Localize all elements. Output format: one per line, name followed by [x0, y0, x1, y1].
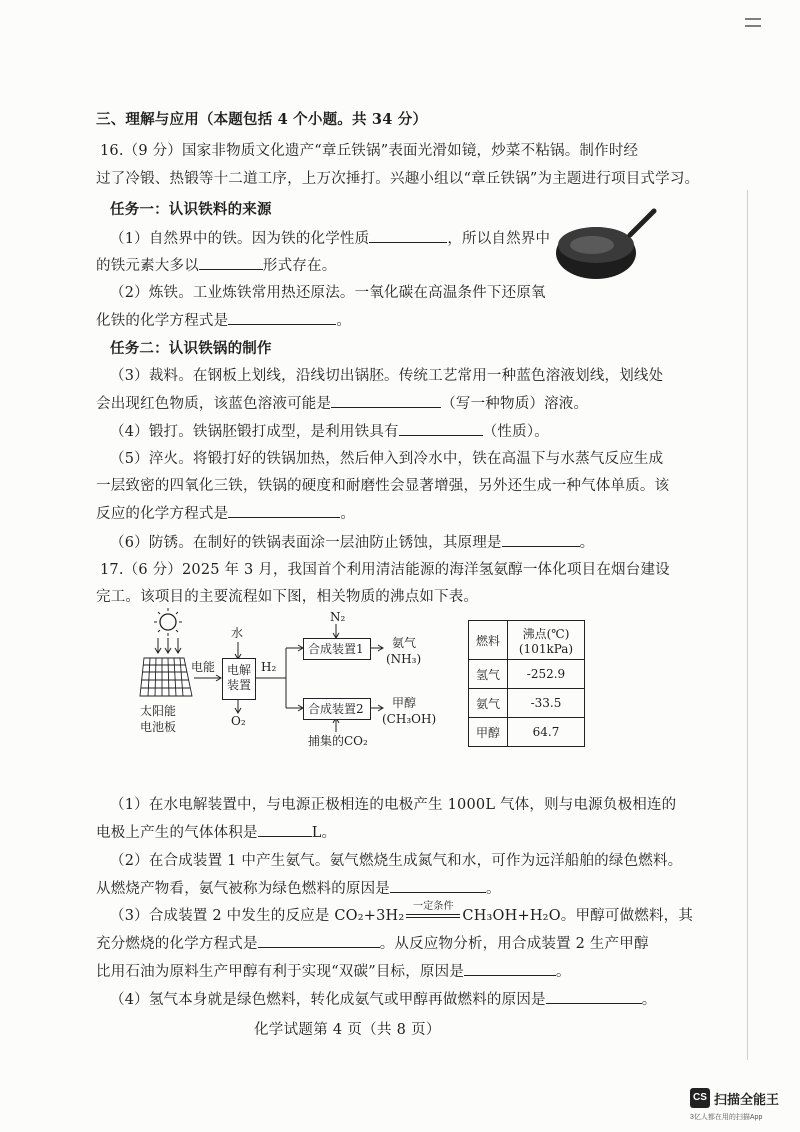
q17-line2: 完工。该项目的主要流程如下图，相关物质的沸点如下表。 [96, 589, 479, 605]
q16-p3-text-b: 会出现红色物质，该蓝色溶液可能是 [96, 396, 332, 412]
answer-blank-7[interactable] [502, 532, 580, 547]
q17-s1-text-b: 电极上产生的气体体积是 [96, 825, 258, 841]
q16-line2: 过了冷锻、热锻等十二道工序，上万次捶打。兴趣小组以“章丘铁锅”为主题进行项目式学习。 [96, 171, 700, 187]
label-panel-1: 太阳能 [140, 704, 177, 718]
header-bp-line2: (101kPa) [518, 641, 574, 656]
q16-p4-text-a: （4）锻打。铁锅胚锻打成型，是利用铁具有 [110, 424, 399, 440]
q16-p4 [110, 421, 549, 442]
q17-s4-text-a: （4）氢气本身就是绿色燃料，转化成氨气或甲醇再做燃料的原因是 [110, 992, 546, 1008]
q17-s3-text-a: （3）合成装置 2 中发生的反应是 CO₂+3H₂ [110, 908, 405, 924]
q17-s4-text-b: 。 [641, 992, 657, 1008]
label-ammonia: 氨气 [392, 636, 417, 650]
q17-s3-line3 [96, 961, 571, 982]
answer-blank-10[interactable] [258, 933, 380, 948]
table-cell-fuel: 甲醇 [469, 718, 508, 747]
table-header-bp [508, 621, 585, 660]
q17-s3-text-d: 。从反应物分析，用合成装置 2 生产甲醇 [379, 936, 649, 952]
scanner-logo-icon: CS [690, 1088, 710, 1108]
page-footer: 化学试题第 4 页（共 8 页） [254, 1022, 441, 1038]
q17-s3-text-e: 比用石油为原料生产甲醇有利于实现“双碳”目标，原因是 [96, 964, 465, 980]
scanner-tagline: 3亿人都在用的扫描App [690, 1114, 763, 1121]
q16-p5-line1: （5）淬火。将锻打好的铁锅加热，然后伸入到冷水中，铁在高温下与水蒸气反应生成 [110, 451, 664, 467]
label-o2: O₂ [231, 714, 246, 728]
q16-p6 [110, 532, 594, 553]
q16-p2-text-c: 。 [336, 313, 352, 329]
q17-s3-line1 [110, 901, 694, 926]
table-cell-fuel: 氢气 [469, 660, 508, 689]
label-panel-2: 电池板 [140, 720, 177, 734]
q16-p6-text-a: （6）防锈。在制好的铁锅表面涂一层油防止锈蚀，其原理是 [110, 535, 502, 551]
table-cell-bp: -33.5 [508, 689, 585, 718]
q17-s1-line1: （1）在水电解装置中，与电源正极相连的电极产生 1000L 气体，则与电源负极相连的 [110, 797, 677, 813]
q17-s2-text-b: 从燃烧产物看，氨气被称为绿色燃料的原因是 [96, 881, 390, 897]
q17-s2-text-c: 。 [486, 881, 501, 897]
label-electric: 电能 [191, 660, 216, 674]
q16-p3-text-c: （写一种物质）溶液。 [441, 396, 589, 412]
q16-p5-line3 [96, 503, 355, 524]
q16-p1-line2 [96, 255, 336, 276]
reaction-condition [404, 901, 462, 926]
table-cell-bp: -252.9 [508, 660, 585, 689]
answer-blank-3[interactable] [228, 310, 336, 325]
synth1-box [303, 638, 371, 660]
scan-edge-line [747, 190, 748, 1060]
diagram-graphics [136, 608, 446, 758]
answer-blank-1[interactable] [369, 228, 447, 243]
q17-s1-line2 [96, 822, 336, 843]
wok-image [548, 205, 658, 285]
q16-p5-line2: 一层致密的四氧化三铁，铁锅的硬度和耐磨性会显著增强，另外还生成一种气体单质。该 [96, 478, 670, 494]
answer-blank-8[interactable] [258, 822, 312, 837]
answer-blank-11[interactable] [464, 961, 556, 976]
table-cell-fuel: 氨气 [469, 689, 508, 718]
answer-blank-12[interactable] [546, 989, 642, 1004]
label-electrolyzer: 电解装置 [226, 663, 251, 692]
answer-blank-5[interactable] [399, 421, 483, 436]
q16-p2-line1: （2）炼铁。工业炼铁常用热还原法。一氧化碳在高温条件下还原氧 [110, 285, 546, 301]
label-n2: N₂ [330, 610, 346, 624]
answer-blank-6[interactable] [228, 503, 340, 518]
reaction-condition-label: 一定条件 [413, 901, 454, 912]
scanner-badge [690, 1088, 790, 1126]
q16-p3-line2 [96, 393, 588, 414]
q17-s2-line1: （2）在合成装置 1 中产生氨气。氨气燃烧生成氮气和水，可作为远洋船舶的绿色燃料。 [110, 853, 683, 869]
scanner-name: 扫描全能王 [714, 1092, 780, 1107]
q16-p1-text-b: ，所以自然界中 [447, 231, 551, 247]
q17-s3-line2 [96, 933, 649, 954]
q16-p1-text-a: （1）自然界中的铁。因为铁的化学性质 [110, 231, 370, 247]
label-synth2: 合成装置2 [308, 702, 364, 716]
q16-line1: 16.（9 分）国家非物质文化遗产“章丘铁锅”表面光滑如镜，炒菜不粘锅。制作时经 [100, 143, 639, 159]
q17-s3-text-c: 充分燃烧的化学方程式是 [96, 936, 258, 952]
label-methanol: 甲醇 [392, 696, 417, 710]
q17-line1: 17.（6 分）2025 年 3 月，我国首个利用清洁能源的海洋氢氨醇一体化项目在烟台建设 [100, 562, 670, 578]
answer-blank-9[interactable] [390, 878, 486, 893]
table-header-fuel: 燃料 [469, 621, 508, 660]
label-water: 水 [231, 626, 244, 640]
label-synth1: 合成装置1 [308, 642, 364, 656]
q16-p1-text-d: 形式存在。 [262, 258, 337, 274]
q16-p2-line2 [96, 310, 351, 331]
answer-blank-2[interactable] [199, 255, 263, 270]
table-row [469, 660, 585, 689]
corner-mark [743, 14, 763, 26]
table-header-row [469, 621, 585, 660]
label-methanol-formula: (CH₃OH) [382, 712, 437, 726]
header-bp-line1: 沸点(℃) [522, 626, 570, 641]
table-row [469, 689, 585, 718]
q17-s4 [110, 989, 656, 1010]
q16-p4-text-b: （性质）。 [482, 424, 549, 440]
process-diagram [136, 608, 446, 758]
label-ammonia-formula: (NH₃) [386, 652, 422, 666]
q16-task1: 任务一：认识铁料的来源 [110, 201, 272, 218]
label-h2: H₂ [261, 660, 277, 674]
q16-p2-text-b: 化铁的化学方程式是 [96, 313, 229, 329]
q16-p5-text-d: 。 [340, 506, 356, 522]
q16-p1-text-c: 的铁元素大多以 [96, 258, 199, 274]
q16-p3-line1: （3）裁料。在钢板上划线，沿线切出锅胚。传统工艺常用一种蓝色溶液划线，划线处 [110, 368, 664, 384]
q17-s1-text-c: L。 [311, 825, 337, 841]
q16-task2: 任务二：认识铁锅的制作 [110, 340, 272, 357]
answer-blank-4[interactable] [331, 393, 441, 408]
q17-s2-line2 [96, 878, 501, 899]
q16-p5-text-c: 反应的化学方程式是 [96, 506, 229, 522]
q16-p6-text-b: 。 [579, 535, 595, 551]
label-co2: 捕集的CO₂ [308, 734, 368, 748]
electrolyzer-box [222, 658, 256, 700]
q17-s3-text-f: 。 [556, 964, 571, 980]
q17-s3-text-b: CH₃OH+H₂O。甲醇可做燃料，其 [462, 908, 694, 924]
synth2-box [303, 698, 371, 720]
section-title: 三、理解与应用（本题包括 4 个小题。共 34 分） [96, 111, 428, 128]
boiling-point-table [468, 620, 585, 747]
table-row [469, 718, 585, 747]
q16-p1-line1 [110, 228, 550, 249]
table-cell-bp: 64.7 [508, 718, 585, 747]
